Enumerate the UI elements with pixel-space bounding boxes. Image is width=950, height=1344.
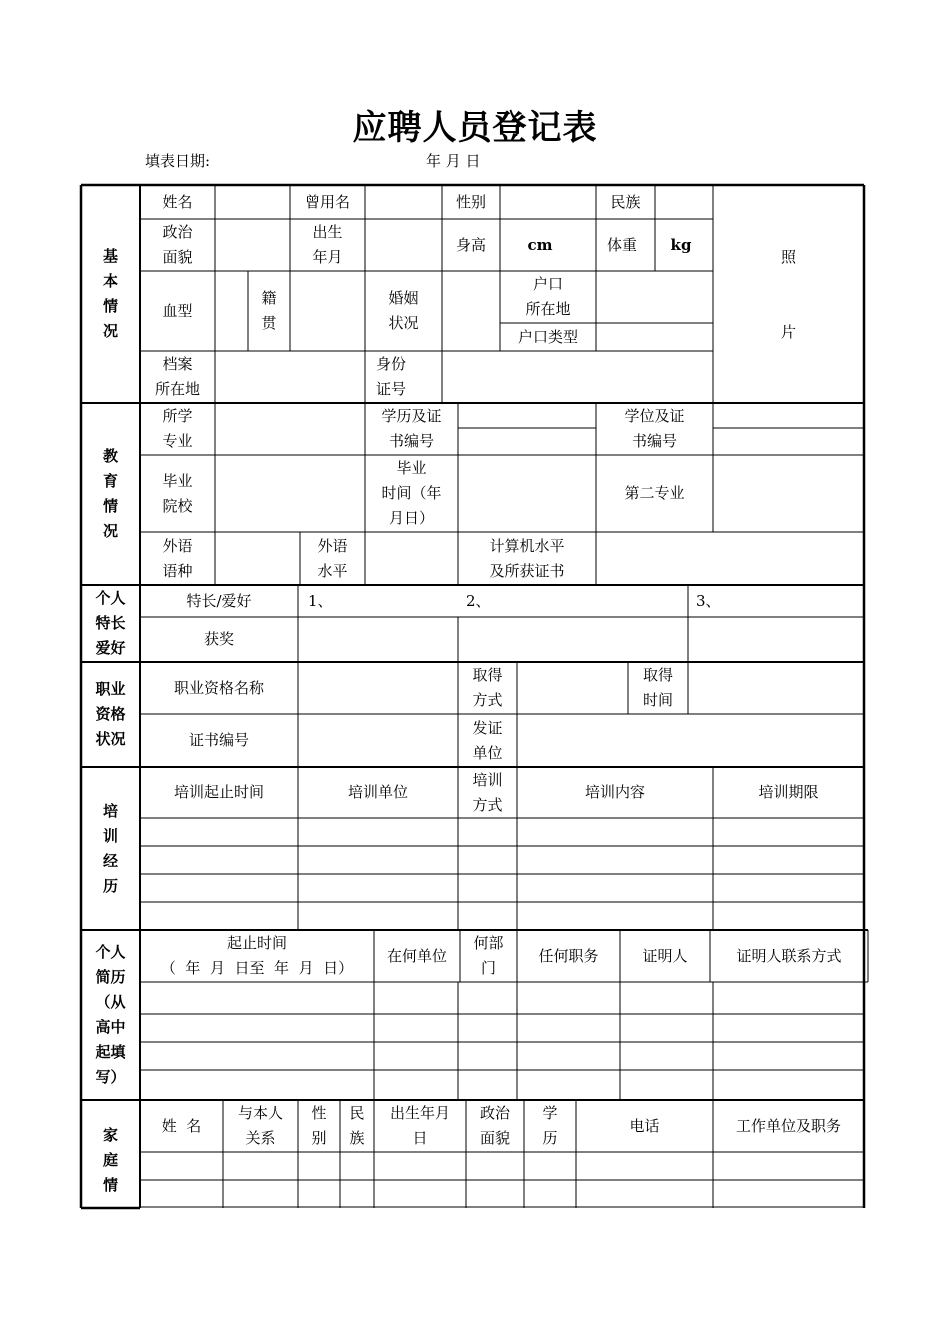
label-hukou-location: 户口 所在地 bbox=[525, 275, 571, 318]
label-ethnicity: 民族 bbox=[610, 192, 641, 211]
label-id-number: 身份 证号 bbox=[375, 355, 406, 398]
label-second-major: 第二专业 bbox=[624, 484, 685, 502]
col-family-birth: 出生年月 日 bbox=[389, 1104, 450, 1147]
col-family-ethnicity: 民 族 bbox=[349, 1104, 365, 1147]
hobby-number-1: 1、 bbox=[308, 591, 333, 610]
label-archive-location: 档案 所在地 bbox=[154, 355, 200, 398]
col-training-duration: 培训期限 bbox=[758, 783, 819, 801]
label-blood-type: 血型 bbox=[162, 301, 193, 320]
col-training-content: 培训内容 bbox=[584, 783, 645, 801]
label-language-level: 外语 水平 bbox=[317, 536, 348, 580]
label-hobby: 特长/爱好 bbox=[186, 591, 252, 610]
label-foreign-language: 外语 语种 bbox=[162, 536, 193, 580]
section-family: 家 庭 情 bbox=[102, 1125, 118, 1194]
label-height: 身高 bbox=[455, 235, 486, 254]
col-family-education: 学 历 bbox=[542, 1104, 558, 1147]
weight-unit: kg bbox=[670, 235, 692, 254]
col-resume-company: 在何单位 bbox=[386, 946, 447, 965]
section-resume: 个人 简历 （从 高中 起填 写） bbox=[95, 943, 126, 1086]
label-native-place: 籍 贯 bbox=[261, 289, 277, 332]
col-resume-witness: 证明人 bbox=[642, 946, 688, 965]
label-graduate-school: 毕业 院校 bbox=[162, 471, 193, 515]
label-weight: 体重 bbox=[606, 235, 637, 254]
col-resume-department: 何部 门 bbox=[473, 934, 504, 977]
label-degree-cert-no: 学历及证 书编号 bbox=[381, 407, 442, 450]
hobby-number-2: 2、 bbox=[466, 591, 491, 610]
label-graduation-time: 毕业 时间（年 月日） bbox=[381, 459, 442, 527]
fill-date-fields: 年 月 日 bbox=[426, 152, 481, 170]
label-bachelor-cert-no: 学位及证 书编号 bbox=[624, 407, 685, 450]
label-qualification-name: 职业资格名称 bbox=[173, 678, 264, 697]
label-marital-status: 婚姻 状况 bbox=[388, 289, 419, 332]
label-cert-number: 证书编号 bbox=[188, 731, 249, 749]
section-education: 教 育 情 况 bbox=[102, 447, 118, 540]
label-computer-level: 计算机水平 及所获证书 bbox=[489, 536, 565, 580]
label-hukou-type: 户口类型 bbox=[517, 327, 578, 346]
height-unit: cm bbox=[527, 235, 553, 254]
label-political-status: 政治 面貌 bbox=[162, 223, 193, 266]
label-obtain-time: 取得 时间 bbox=[642, 666, 673, 709]
col-family-gender: 性 别 bbox=[311, 1104, 327, 1147]
label-name: 姓名 bbox=[162, 192, 193, 211]
hobby-number-3: 3、 bbox=[696, 591, 721, 610]
section-basic-info: 基 本 情 况 bbox=[102, 247, 118, 340]
col-training-period: 培训起止时间 bbox=[173, 783, 264, 801]
photo-label-2: 片 bbox=[780, 322, 796, 341]
label-gender: 性别 bbox=[455, 192, 486, 211]
fill-date-label: 填表日期: bbox=[145, 152, 211, 170]
label-birth-date: 出生 年月 bbox=[312, 223, 343, 266]
col-family-name: 姓 名 bbox=[161, 1116, 202, 1135]
col-resume-period: 起止时间 （ 年 月 日至 年 月 日） bbox=[160, 934, 354, 977]
col-family-political: 政治 面貌 bbox=[479, 1104, 510, 1147]
col-training-mode: 培训 方式 bbox=[472, 770, 503, 814]
col-resume-witness-contact: 证明人联系方式 bbox=[736, 946, 842, 965]
section-training: 培 训 经 历 bbox=[102, 801, 118, 895]
col-family-relation: 与本人 关系 bbox=[237, 1104, 283, 1147]
photo-label-1: 照 bbox=[780, 247, 796, 266]
label-obtain-method: 取得 方式 bbox=[472, 666, 503, 709]
label-issuing-unit: 发证 单位 bbox=[472, 718, 503, 762]
label-awards: 获奖 bbox=[203, 630, 234, 648]
label-alias: 曾用名 bbox=[304, 192, 350, 211]
col-family-work: 工作单位及职务 bbox=[735, 1116, 841, 1135]
col-family-phone: 电话 bbox=[629, 1116, 660, 1135]
col-training-unit: 培训单位 bbox=[347, 783, 408, 801]
section-hobby: 个人 特长 爱好 bbox=[95, 589, 126, 657]
section-qualification: 职业 资格 状况 bbox=[95, 680, 126, 748]
label-major: 所学 专业 bbox=[162, 407, 193, 450]
col-resume-position: 任何职务 bbox=[538, 946, 599, 965]
form-title: 应聘人员登记表 bbox=[352, 108, 598, 148]
